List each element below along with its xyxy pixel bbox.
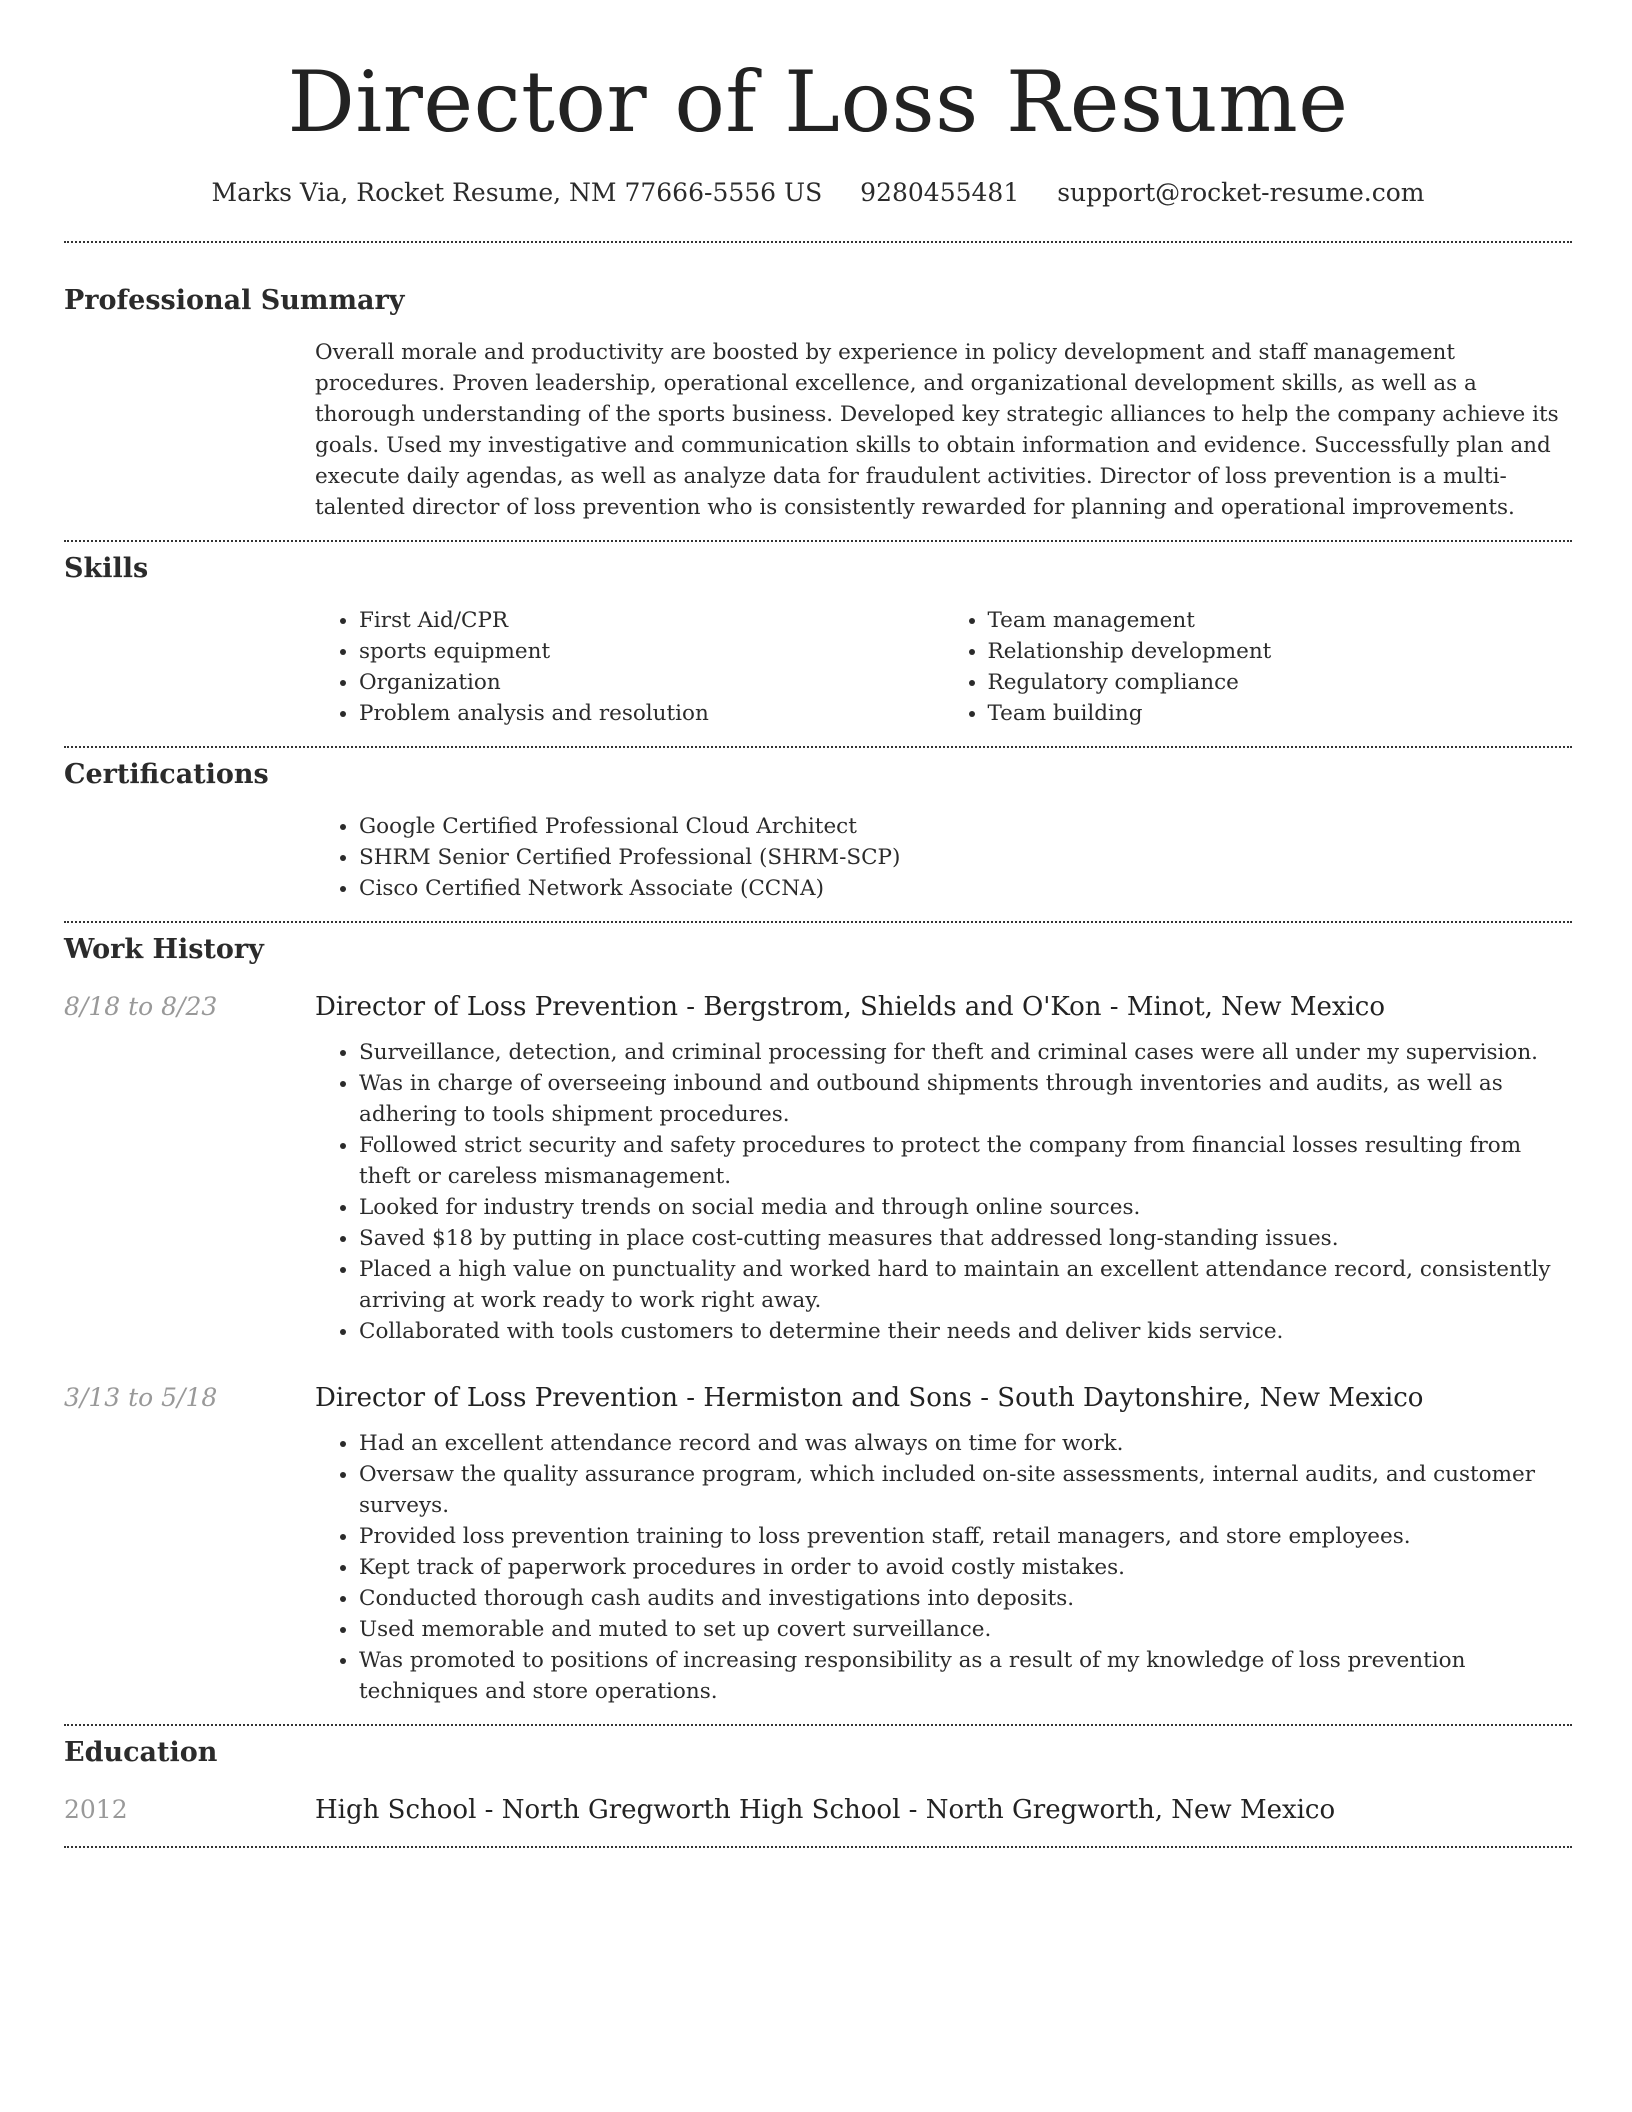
divider xyxy=(64,921,1572,923)
skill-item: • Regulatory compliance xyxy=(988,667,1573,698)
job-bullet: • Surveillance, detection, and criminal processing for theft and criminal cases were all under my supervision. xyxy=(359,1037,1572,1068)
divider xyxy=(64,241,1572,243)
section-title-summary: Professional Summary xyxy=(64,285,405,316)
summary-text: Overall morale and productivity are boosted by experience in policy development and staff management procedures. Proven leadership, operational excellence, and organizational development skills, as well as a thorough understanding of the sports business. Developed key strategic alliances to help the company achieve its goals. Used my investigative and communication skills to obtain information and evidence. Successfully plan and execute daily agendas, as well as analyze data for fraudulent activities. Director of loss prevention is a multi-talented director of loss prevention who is consistently rewarded for planning and operational improvements. xyxy=(315,340,1559,520)
job-bullet: • Saved $18 by putting in place cost-cutting measures that addressed long-standing issues. xyxy=(359,1223,1572,1254)
skill-item: • Team management xyxy=(988,605,1573,636)
job-bullet: • Collaborated with tools customers to determine their needs and deliver kids service. xyxy=(359,1316,1572,1347)
divider xyxy=(64,1724,1572,1726)
skills-list xyxy=(315,605,1572,729)
job-bullet: • Placed a high value on punctuality and worked hard to maintain an excellent attendance record, consistently arriving at work ready to work right away. xyxy=(359,1254,1572,1316)
education-entry xyxy=(64,1793,1572,1827)
job-heading: Director of Loss Prevention - Bergstrom, Shields and O'Kon - Minot, New Mexico xyxy=(315,992,1386,1022)
job-bullet: • Used memorable and muted to set up covert surveillance. xyxy=(359,1614,1572,1645)
certification-item: • Google Certified Professional Cloud Architect xyxy=(359,811,1572,842)
divider xyxy=(64,746,1572,748)
section-title-skills: Skills xyxy=(64,553,149,584)
certification-item: • SHRM Senior Certified Professional (SHRM-SCP) xyxy=(359,842,1572,873)
job-bullet: • Conducted thorough cash audits and investigations into deposits. xyxy=(359,1583,1572,1614)
job-dates: 8/18 to 8/23 xyxy=(64,992,218,1021)
contact-address: Marks Via, Rocket Resume, NM 77666-5556 US xyxy=(211,178,823,207)
education-heading: High School - North Gregworth High School - North Gregworth, New Mexico xyxy=(315,1795,1336,1825)
job-entry xyxy=(64,990,1572,1347)
job-dates: 3/13 to 5/18 xyxy=(64,1383,218,1412)
section-professional-summary xyxy=(64,283,1572,523)
skills-column-right xyxy=(944,605,1573,729)
resume-title: Director of Loss Resume xyxy=(287,53,1349,151)
skill-item: • Team building xyxy=(988,698,1573,729)
skill-item: • First Aid/CPR xyxy=(359,605,944,636)
job-bullet: • Provided loss prevention training to loss prevention staff, retail managers, and store employees. xyxy=(359,1521,1572,1552)
certifications-list xyxy=(315,811,1572,904)
section-title-education: Education xyxy=(64,1737,218,1768)
divider xyxy=(64,540,1572,542)
section-certifications xyxy=(64,757,1572,904)
contact-email: support@rocket-resume.com xyxy=(1057,178,1425,207)
job-header xyxy=(64,1381,1572,1415)
job-bullet: • Oversaw the quality assurance program, which included on-site assessments, internal audits, and customer surveys. xyxy=(359,1459,1572,1521)
job-bullets xyxy=(315,1037,1572,1347)
contact-phone: 9280455481 xyxy=(860,178,1020,207)
job-bullets xyxy=(315,1428,1572,1707)
section-skills xyxy=(64,551,1572,729)
section-education xyxy=(64,1735,1572,1827)
section-title-certifications: Certifications xyxy=(64,759,269,790)
contact-line xyxy=(64,176,1572,210)
job-bullet: • Was promoted to positions of increasing responsibility as a result of my knowledge of loss prevention techniques and store operations. xyxy=(359,1645,1572,1707)
job-header xyxy=(64,990,1572,1024)
skill-item: • Relationship development xyxy=(988,636,1573,667)
job-bullet: • Was in charge of overseeing inbound and outbound shipments through inventories and audits, as well as adhering to tools shipment procedures. xyxy=(359,1068,1572,1130)
divider xyxy=(64,1846,1572,1848)
skill-item: • Problem analysis and resolution xyxy=(359,698,944,729)
job-bullet: • Looked for industry trends on social media and through online sources. xyxy=(359,1192,1572,1223)
job-bullet: • Followed strict security and safety procedures to protect the company from financial losses resulting from theft or careless mismanagement. xyxy=(359,1130,1572,1192)
section-work-history xyxy=(64,932,1572,1707)
job-entry xyxy=(64,1381,1572,1707)
job-bullet: • Had an excellent attendance record and was always on time for work. xyxy=(359,1428,1572,1459)
resume-page xyxy=(64,0,1572,1848)
education-year: 2012 xyxy=(64,1795,128,1824)
section-title-work-history: Work History xyxy=(64,934,264,965)
job-bullet: • Kept track of paperwork procedures in order to avoid costly mistakes. xyxy=(359,1552,1572,1583)
skill-item: • Organization xyxy=(359,667,944,698)
job-heading: Director of Loss Prevention - Hermiston and Sons - South Daytonshire, New Mexico xyxy=(315,1383,1424,1413)
skill-item: • sports equipment xyxy=(359,636,944,667)
certification-item: • Cisco Certified Network Associate (CCNA) xyxy=(359,873,1572,904)
skills-column-left xyxy=(315,605,944,729)
